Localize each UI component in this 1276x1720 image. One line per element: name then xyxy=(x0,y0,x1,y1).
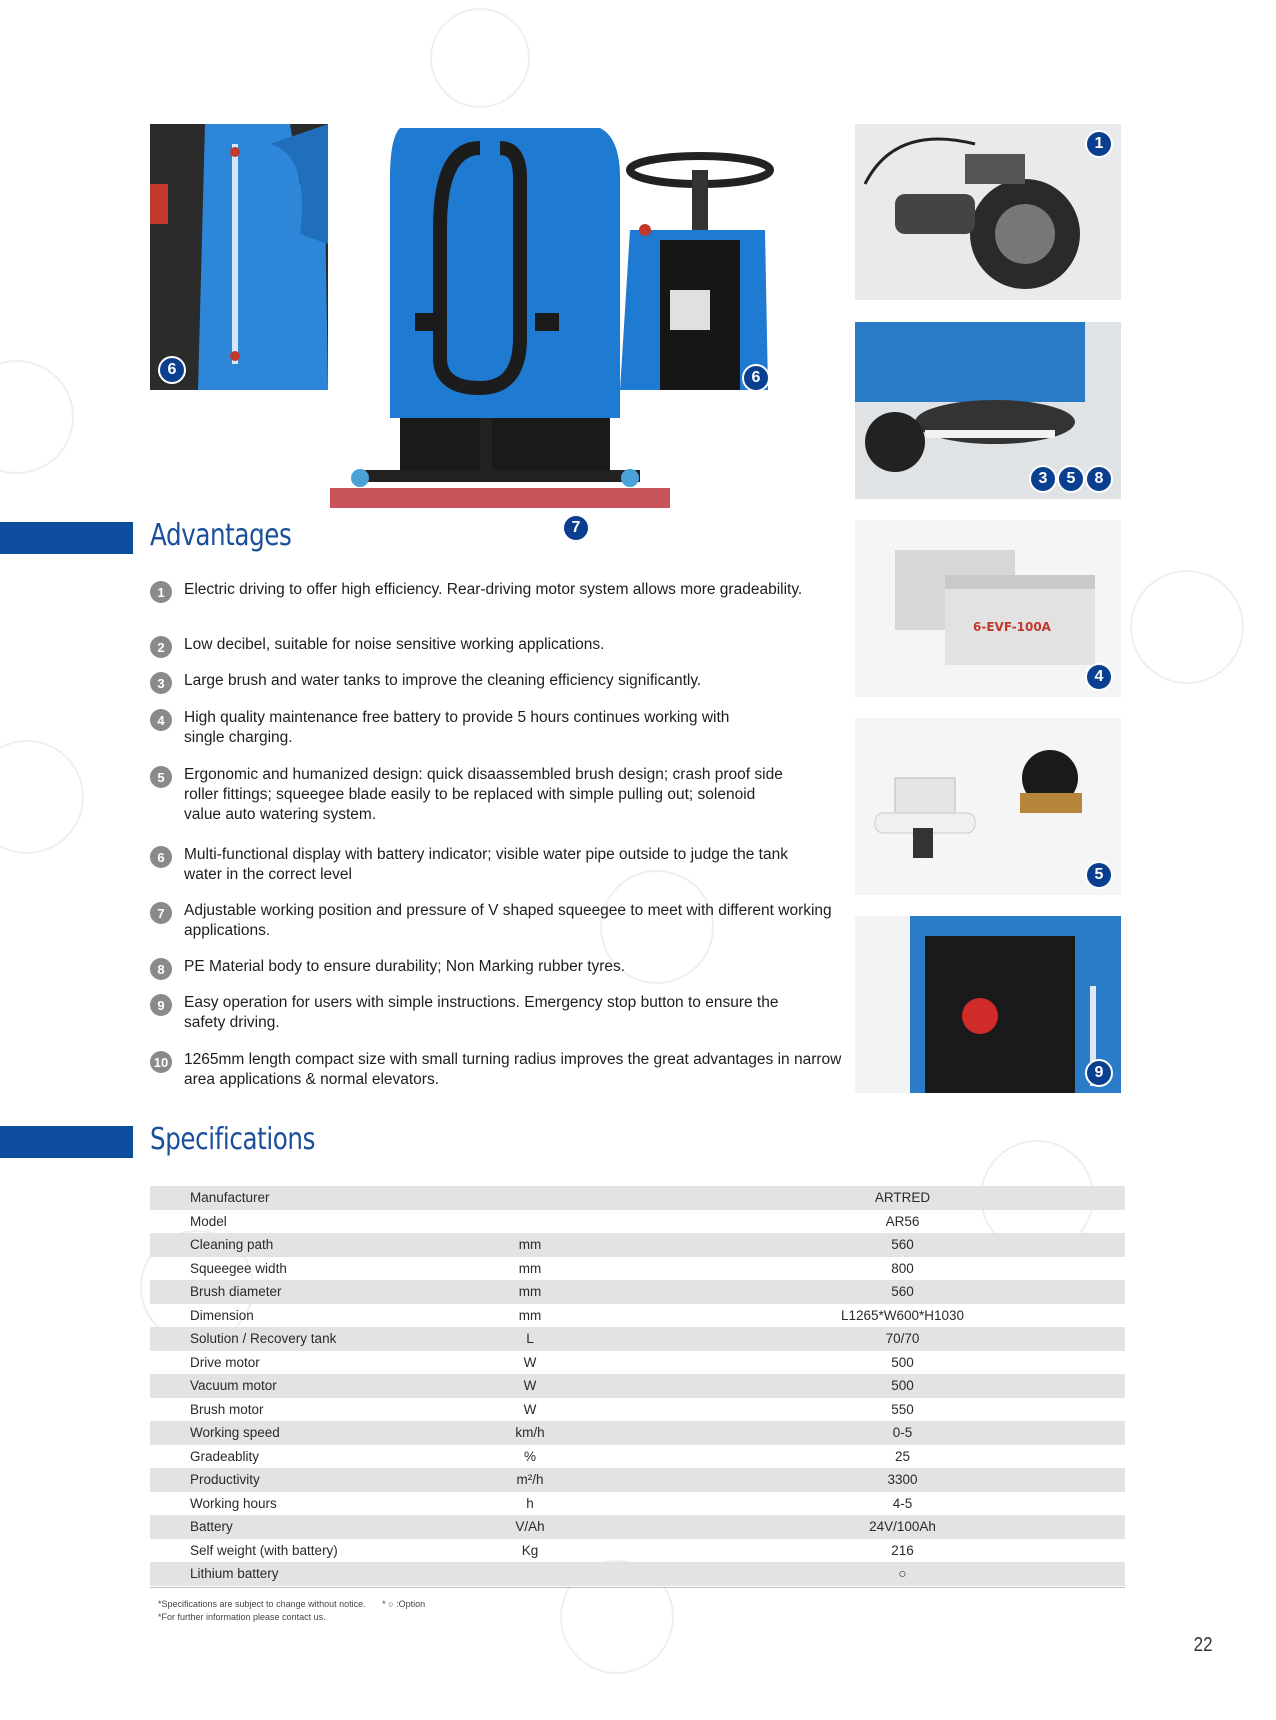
advantage-text: Large brush and water tanks to improve the cleaning efficiency significantly. xyxy=(184,672,702,689)
advantage-item xyxy=(150,845,804,885)
advantage-item xyxy=(150,580,824,603)
advantage-number: 3 xyxy=(150,672,172,694)
advantage-text: Electric driving to offer high efficiency. Rear-driving motor system allows more gradeability. xyxy=(184,581,803,598)
spec-value: 24V/100Ah xyxy=(620,1515,1125,1539)
spec-value: 70/70 xyxy=(620,1327,1125,1351)
spec-unit: % xyxy=(523,1448,536,1464)
spec-unit: m²/h xyxy=(440,1468,620,1492)
table-bottom-rule xyxy=(150,1587,1125,1588)
advantage-number: 5 xyxy=(150,766,172,788)
spec-row xyxy=(150,1468,1125,1492)
advantage-item xyxy=(150,1050,844,1090)
spec-row xyxy=(150,1327,1125,1351)
spec-name: Drive motor xyxy=(190,1354,260,1370)
section-bar-advantages xyxy=(0,522,133,554)
spec-unit: km/h xyxy=(440,1421,620,1445)
specifications-table xyxy=(150,1186,1125,1586)
spec-name: Working speed xyxy=(150,1421,440,1445)
advantage-number: 6 xyxy=(150,846,172,868)
spec-name: Working hours xyxy=(190,1495,277,1511)
advantage-item xyxy=(150,765,784,825)
spec-row xyxy=(150,1280,1125,1304)
advantage-number: 8 xyxy=(150,958,172,980)
spec-row xyxy=(150,1515,1125,1539)
advantage-item xyxy=(150,993,824,1033)
spec-name: Brush diameter xyxy=(150,1280,440,1304)
spec-value: 500 xyxy=(620,1374,1125,1398)
wheel-motor-illustration xyxy=(855,124,1121,300)
spec-name: Cleaning path xyxy=(150,1233,440,1257)
advantage-item xyxy=(150,901,844,941)
advantage-text: Low decibel, suitable for noise sensitive working applications. xyxy=(184,636,605,653)
advantages-title: Advantages xyxy=(150,518,292,553)
spec-name: Model xyxy=(190,1213,227,1229)
advantage-item xyxy=(150,708,774,748)
spec-value: L1265*W600*H1030 xyxy=(840,1307,965,1323)
spec-row xyxy=(150,1492,1125,1516)
spec-unit: mm xyxy=(518,1260,542,1276)
spec-value: ARTRED xyxy=(620,1186,1125,1210)
spec-unit: V/Ah xyxy=(440,1515,620,1539)
brush-deck-photo xyxy=(855,322,1121,499)
advantage-text: PE Material body to ensure durability; Non Marking rubber tyres. xyxy=(184,958,626,975)
spec-row xyxy=(150,1539,1125,1563)
callout-badge: 6 xyxy=(158,356,186,384)
water-level-pipe-illustration xyxy=(150,124,328,390)
spec-row xyxy=(150,1445,1125,1469)
watermark-logo xyxy=(0,360,74,474)
spec-note-option: * ○ :Option xyxy=(382,1599,426,1609)
spec-name: Vacuum motor xyxy=(150,1374,440,1398)
spec-unit: L xyxy=(440,1327,620,1351)
drive-wheel-photo xyxy=(855,124,1121,300)
spec-value: ○ xyxy=(620,1562,1125,1586)
spec-row xyxy=(150,1351,1125,1375)
estop-illustration xyxy=(855,916,1121,1093)
advantage-number: 2 xyxy=(150,636,172,658)
watermark-logo xyxy=(1130,570,1244,684)
spec-unit: mm xyxy=(440,1233,620,1257)
spec-note-change: *Specifications are subject to change without notice. xyxy=(158,1599,366,1609)
spec-row xyxy=(150,1304,1125,1328)
advantage-number: 10 xyxy=(150,1051,172,1073)
spec-value: 216 xyxy=(891,1542,914,1558)
spec-unit: mm xyxy=(518,1307,542,1323)
callout-badge: 6 xyxy=(742,364,770,392)
spec-row xyxy=(150,1257,1125,1281)
machine-rear-photo xyxy=(330,118,670,536)
spec-row xyxy=(150,1186,1125,1210)
callout-badge: 8 xyxy=(1085,465,1113,493)
spec-note-line xyxy=(158,1598,425,1611)
page-number: 22 xyxy=(1193,1634,1213,1656)
spec-value: 800 xyxy=(891,1260,914,1276)
advantage-item xyxy=(150,671,824,694)
callout-badge: 9 xyxy=(1085,1059,1113,1087)
spec-value: 500 xyxy=(891,1354,914,1370)
advantage-text: Ergonomic and humanized design: quick disaassembled brush design; crash proof side roller fittings; squeegee blade easily to be replaced with simple pulling out; solenoid value auto watering system. xyxy=(184,766,783,823)
spec-unit: W xyxy=(523,1401,537,1417)
spec-value: 25 xyxy=(894,1448,911,1464)
section-bar-specifications xyxy=(0,1126,133,1158)
spec-name: Squeegee width xyxy=(190,1260,287,1276)
battery-photo xyxy=(855,520,1121,697)
solenoid-valve-photo xyxy=(855,718,1121,895)
water-level-pipe-photo xyxy=(150,124,328,390)
callout-badge: 7 xyxy=(562,514,590,542)
spec-unit: W xyxy=(523,1354,537,1370)
spec-value: 0-5 xyxy=(620,1421,1125,1445)
spec-value: 3300 xyxy=(620,1468,1125,1492)
spec-notes xyxy=(158,1598,425,1624)
spec-unit: Kg xyxy=(521,1542,539,1558)
emergency-stop-photo xyxy=(855,916,1121,1093)
watermark-logo xyxy=(430,8,530,108)
spec-name: Gradeablity xyxy=(190,1448,260,1464)
advantage-text: 1265mm length compact size with small turning radius improves the great advantages in narrow area applications & normal elevators. xyxy=(184,1051,842,1088)
scrubber-machine-illustration xyxy=(330,118,670,518)
advantage-text: High quality maintenance free battery to provide 5 hours continues working with single charging. xyxy=(184,709,730,746)
control-panel-photo xyxy=(620,120,768,390)
spec-value: 560 xyxy=(620,1233,1125,1257)
spec-row xyxy=(150,1233,1125,1257)
spec-name: Lithium battery xyxy=(150,1562,440,1586)
spec-row xyxy=(150,1421,1125,1445)
battery-label: 6-EVF-100A xyxy=(973,620,1051,634)
callout-badge: 4 xyxy=(1085,663,1113,691)
callout-badge: 1 xyxy=(1085,130,1113,158)
watermark-logo xyxy=(0,740,84,854)
spec-name: Brush motor xyxy=(190,1401,264,1417)
callout-badge: 5 xyxy=(1085,861,1113,889)
advantage-number: 9 xyxy=(150,994,172,1016)
spec-unit xyxy=(440,1210,620,1234)
spec-unit: h xyxy=(526,1495,534,1511)
spec-name: Solution / Recovery tank xyxy=(150,1327,440,1351)
advantage-text: Adjustable working position and pressure of V shaped squeegee to meet with different working applications. xyxy=(184,902,832,939)
battery-illustration xyxy=(855,520,1121,697)
spec-value: 4-5 xyxy=(892,1495,913,1511)
valve-illustration xyxy=(855,718,1121,895)
specifications-title: Specifications xyxy=(150,1122,316,1157)
advantage-number: 1 xyxy=(150,581,172,603)
spec-value: 550 xyxy=(891,1401,914,1417)
spec-name: Dimension xyxy=(190,1307,254,1323)
spec-unit: mm xyxy=(440,1280,620,1304)
spec-name: Manufacturer xyxy=(150,1186,440,1210)
advantage-text: Multi-functional display with battery indicator; visible water pipe outside to judge the tank water in the correct level xyxy=(184,846,788,883)
callout-badge: 3 xyxy=(1029,465,1057,493)
spec-note-contact: *For further information please contact us. xyxy=(158,1612,326,1622)
advantage-text: Easy operation for users with simple instructions. Emergency stop button to ensure the safety driving. xyxy=(184,994,779,1031)
spec-row xyxy=(150,1374,1125,1398)
spec-row xyxy=(150,1562,1125,1586)
spec-unit xyxy=(440,1562,620,1586)
spec-unit: W xyxy=(440,1374,620,1398)
callout-badge: 5 xyxy=(1057,465,1085,493)
spec-row xyxy=(150,1210,1125,1234)
spec-row xyxy=(150,1398,1125,1422)
callout-badge-group xyxy=(1029,465,1113,493)
spec-value: 560 xyxy=(620,1280,1125,1304)
steering-panel-illustration xyxy=(620,120,768,390)
spec-value: AR56 xyxy=(885,1213,920,1229)
advantage-number: 4 xyxy=(150,709,172,731)
advantage-item xyxy=(150,635,824,658)
spec-name: Battery xyxy=(150,1515,440,1539)
spec-unit xyxy=(440,1186,620,1210)
spec-name: Self weight (with battery) xyxy=(190,1542,338,1558)
advantage-number: 7 xyxy=(150,902,172,924)
spec-name: Productivity xyxy=(150,1468,440,1492)
advantage-item xyxy=(150,957,824,980)
